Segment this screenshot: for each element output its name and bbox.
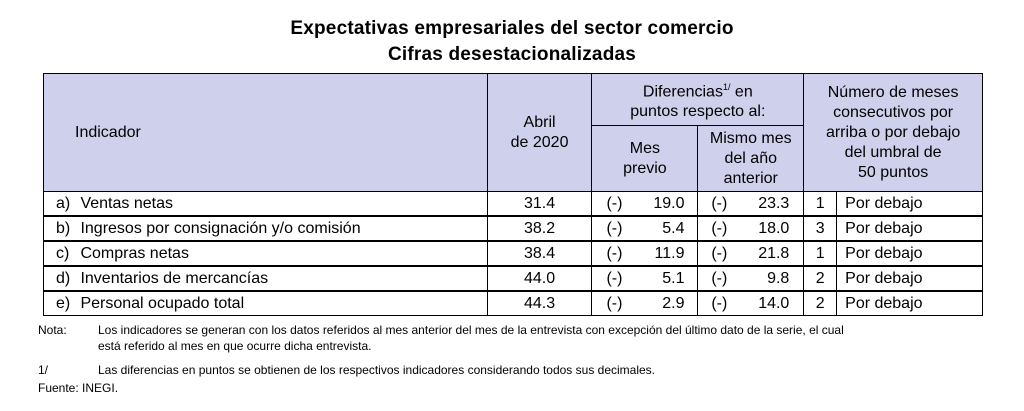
table-row (44, 266, 983, 291)
header-abril-line1: Abril (523, 113, 556, 131)
indicator-cell (44, 291, 488, 316)
mismo-mes-cell (698, 241, 804, 266)
report-title: Expectativas empresariales del sector comercio (290, 18, 734, 39)
note-block (38, 322, 958, 354)
diff-value: 23.3 (758, 195, 790, 212)
indicator-name: Inventarios de mercancías (80, 270, 269, 287)
header-mes-previo (592, 126, 698, 192)
sign: (-) (711, 245, 728, 262)
state-cell: Por debajo (837, 266, 983, 291)
sign: (-) (711, 220, 728, 237)
mismo-mes-cell (698, 216, 804, 241)
sign: (-) (606, 270, 623, 287)
source-line: Fuente: INEGI. (38, 381, 119, 395)
table-row (44, 241, 983, 266)
header-numero-meses (804, 74, 983, 192)
indicator-cell (44, 241, 488, 266)
sign: (-) (606, 245, 623, 262)
header-num-line3: arriba o por debajo (825, 123, 961, 141)
value-cell: 44.0 (487, 266, 592, 291)
sign: (-) (711, 270, 728, 287)
header-mismo-mes (698, 126, 804, 192)
header-abril-line2: de 2020 (510, 133, 569, 151)
header-dif-line2: puntos respecto al: (630, 103, 766, 121)
indicator-name: Compras netas (80, 245, 189, 262)
header-num-line1: Número de meses (827, 83, 959, 101)
table-row (44, 216, 983, 241)
header-num-line5: 50 puntos (857, 163, 929, 181)
footnote-text: Las diferencias en puntos se obtienen de los respectivos indicadores considerando todos sus decimales. (98, 363, 656, 377)
mismo-mes-cell (698, 266, 804, 291)
row-letter: d) (56, 270, 71, 287)
expectations-table (43, 73, 983, 316)
header-mes-line1: Mes (629, 139, 661, 157)
report-subtitle: Cifras desestacionalizadas (387, 44, 637, 65)
row-letter: b) (56, 220, 71, 237)
state-cell: Por debajo (837, 192, 983, 217)
state-cell: Por debajo (837, 241, 983, 266)
header-mismo-line3: anterior (723, 169, 778, 187)
header-abril (487, 74, 592, 192)
indicator-name: Ventas netas (80, 195, 173, 212)
footnote-block (38, 362, 958, 378)
diff-value: 9.8 (767, 270, 790, 287)
sign: (-) (606, 195, 623, 212)
count-cell: 1 (804, 241, 837, 266)
indicator-name: Ingresos por consignación y/o comisión (80, 220, 361, 237)
header-mismo-line2: del año (724, 149, 777, 167)
header-mismo-line1: Mismo mes (709, 129, 792, 147)
note-line2: está referido al mes en que ocurre dicha entrevista. (98, 339, 372, 353)
note-label: Nota: (38, 323, 67, 337)
count-cell: 1 (804, 192, 837, 217)
indicator-name: Personal ocupado total (80, 295, 245, 312)
diff-value: 5.1 (662, 270, 685, 287)
indicator-cell (44, 216, 488, 241)
header-num-line2: consecutivos por (833, 103, 954, 121)
diff-value: 11.9 (654, 245, 685, 262)
row-letter: e) (56, 295, 71, 312)
header-indicador-label: Indicador (75, 123, 141, 141)
value-cell: 38.2 (487, 216, 592, 241)
sign: (-) (606, 220, 623, 237)
note-text (98, 322, 958, 354)
mes-previo-cell (592, 241, 698, 266)
header-diferencias (592, 74, 804, 126)
mismo-mes-cell (698, 192, 804, 217)
diff-value: 14.0 (758, 295, 790, 312)
header-mes-line2: previo (623, 159, 667, 177)
row-letter: a) (56, 195, 71, 212)
diff-value: 2.9 (662, 295, 685, 312)
count-cell: 2 (804, 266, 837, 291)
indicator-cell (44, 192, 488, 217)
mes-previo-cell (592, 192, 698, 217)
state-cell: Por debajo (837, 216, 983, 241)
row-letter: c) (56, 245, 70, 262)
header-indicador (44, 74, 488, 192)
sign: (-) (711, 195, 728, 212)
diff-value: 5.4 (662, 220, 685, 237)
value-cell: 38.4 (487, 241, 592, 266)
indicator-cell (44, 266, 488, 291)
diff-value: 21.8 (758, 245, 790, 262)
header-num-line4: del umbral de (844, 143, 942, 161)
sign: (-) (606, 295, 623, 312)
count-cell: 2 (804, 291, 837, 316)
diff-value: 18.0 (758, 220, 790, 237)
table-row (44, 192, 983, 217)
mes-previo-cell (592, 266, 698, 291)
table-row (44, 291, 983, 316)
count-cell: 3 (804, 216, 837, 241)
footnote-label: 1/ (38, 363, 49, 377)
note-line1: Los indicadores se generan con los datos referidos al mes anterior del mes de la entrevista con excepción del último dato de la serie, el cual (98, 323, 844, 337)
sign: (-) (711, 295, 728, 312)
mismo-mes-cell (698, 291, 804, 316)
header-dif-line1: Diferencias (642, 83, 723, 101)
footnote-ref: 1/ (722, 81, 731, 92)
mes-previo-cell (592, 291, 698, 316)
header-dif-line1b: en (730, 83, 753, 101)
value-cell: 44.3 (487, 291, 592, 316)
diff-value: 19.0 (653, 195, 685, 212)
mes-previo-cell (592, 216, 698, 241)
state-cell: Por debajo (837, 291, 983, 316)
value-cell: 31.4 (487, 192, 592, 217)
